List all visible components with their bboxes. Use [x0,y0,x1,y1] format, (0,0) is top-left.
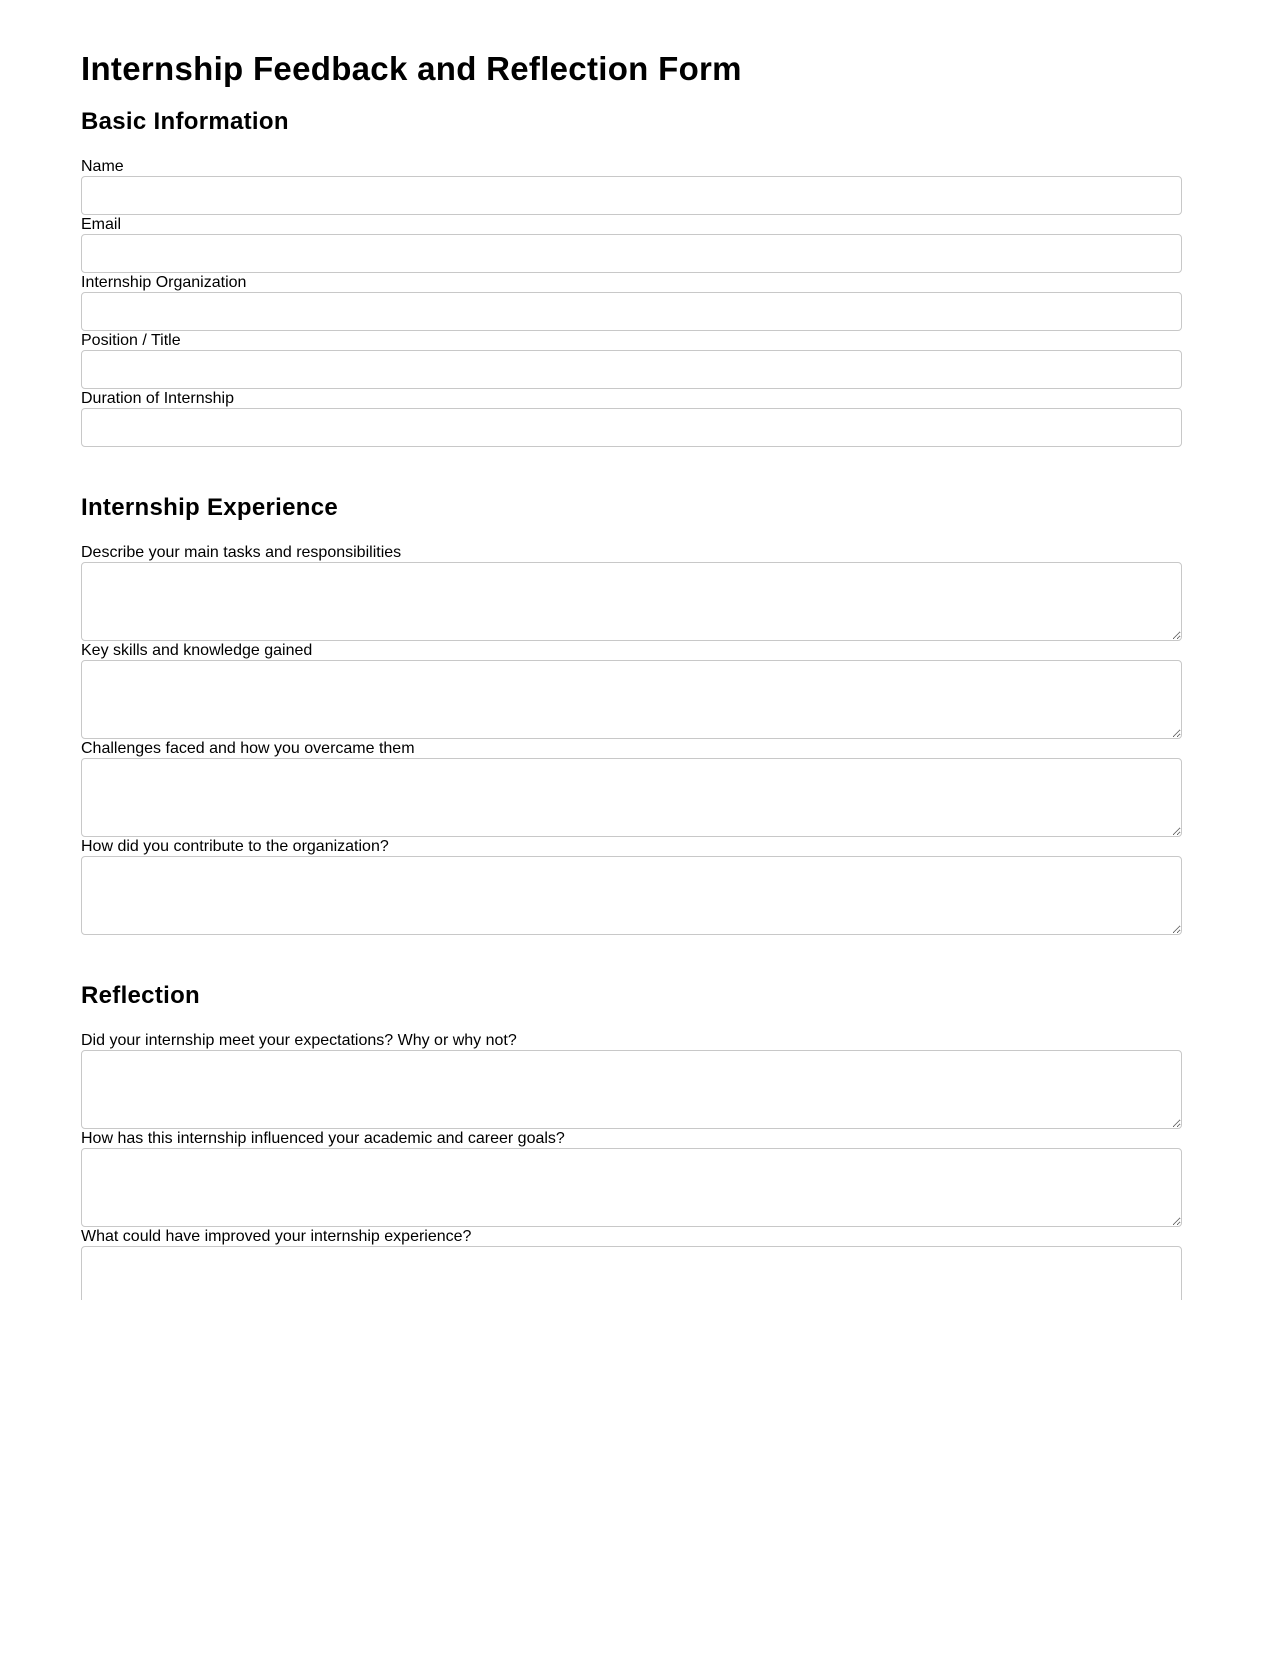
field-tasks [81,543,1182,641]
challenges-textarea[interactable] [81,758,1182,837]
field-skills [81,641,1182,739]
challenges-label: Challenges faced and how you overcame them [81,740,415,757]
field-duration [81,389,1182,447]
goals-influence-textarea[interactable] [81,1148,1182,1227]
skills-textarea[interactable] [81,660,1182,739]
position-title-label: Position / Title [81,332,181,349]
field-organization [81,273,1182,331]
section-heading-internship-experience: Internship Experience [81,494,339,521]
tasks-textarea[interactable] [81,562,1182,641]
field-contribution [81,837,1182,935]
field-challenges [81,739,1182,837]
section-heading-reflection: Reflection [81,982,201,1009]
field-email [81,215,1182,273]
field-name [81,157,1182,215]
experience-fields [81,543,1182,935]
contribution-textarea[interactable] [81,856,1182,935]
field-goals-influence [81,1129,1182,1227]
section-internship-experience [81,494,1182,855]
name-label: Name [81,158,124,175]
improvements-textarea[interactable] [81,1246,1182,1300]
goals-influence-label: How has this internship influenced your academic and career goals? [81,1130,565,1147]
position-title-input[interactable] [81,350,1182,389]
duration-label: Duration of Internship [81,390,234,407]
expectations-label: Did your internship meet your expectations? Why or why not? [81,1032,517,1049]
section-reflection [81,982,1182,1245]
improvements-label: What could have improved your internship experience? [81,1228,472,1245]
reflection-fields [81,1031,1182,1300]
field-expectations [81,1031,1182,1129]
duration-input[interactable] [81,408,1182,447]
email-input[interactable] [81,234,1182,273]
tasks-label: Describe your main tasks and responsibilities [81,544,402,561]
field-improvements [81,1227,1182,1300]
section-heading-basic-information: Basic Information [81,108,289,135]
section-basic-information [81,108,1182,407]
name-input[interactable] [81,176,1182,215]
basic-fields [81,157,1182,447]
organization-input[interactable] [81,292,1182,331]
contribution-label: How did you contribute to the organization? [81,838,389,855]
email-label: Email [81,216,122,233]
organization-label: Internship Organization [81,274,247,291]
field-position-title [81,331,1182,389]
expectations-textarea[interactable] [81,1050,1182,1129]
page-title: Internship Feedback and Reflection Form [81,50,742,87]
skills-label: Key skills and knowledge gained [81,642,313,659]
